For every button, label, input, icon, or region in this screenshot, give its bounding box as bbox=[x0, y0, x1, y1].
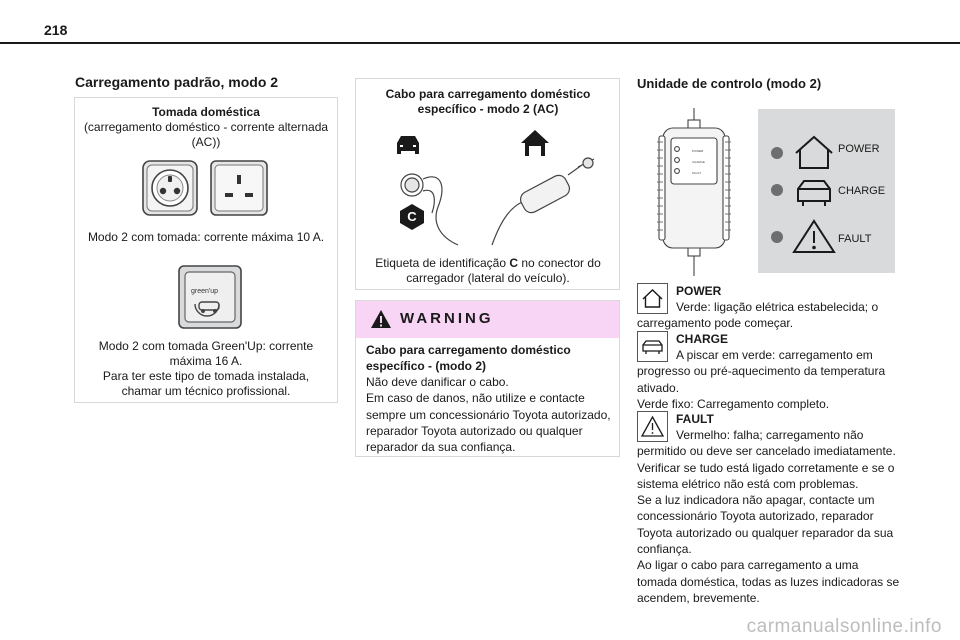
panel-charge-label: CHARGE bbox=[838, 185, 886, 197]
french-socket-icon bbox=[143, 161, 197, 215]
warning-text: Não deve danificar o cabo. Em caso de danos, não utilize e contacte sempre um concessionário Toyota autorizado, reparador Toyota autorizado ou qualquer reparador da sua confiança. bbox=[366, 375, 611, 455]
control-unit-device bbox=[655, 108, 733, 276]
section-title: Carregamento padrão, modo 2 bbox=[75, 74, 279, 90]
charge-text: A piscar em verde: carregamento em progresso ou pré-aquecimento da temperatura ativado. Verde fixo: Carregamento completo. bbox=[637, 348, 886, 411]
household-sockets-image bbox=[141, 159, 271, 217]
panel-power-label: POWER bbox=[838, 143, 880, 155]
warning-header bbox=[356, 301, 619, 338]
page-number: 218 bbox=[44, 22, 68, 38]
greenup-label: green'up bbox=[191, 288, 219, 295]
house-icon bbox=[520, 129, 550, 157]
household-socket-box bbox=[74, 97, 338, 403]
charge-title: CHARGE bbox=[676, 332, 729, 346]
warning-box bbox=[355, 300, 620, 457]
fault-text: Vermelho: falha; carregamento não permitido ou deve ser cancelado imediatamente. Verificar se tudo está ligado corretamente e se o sistema elétrico não está com problemas. Se a luz indicadora não apagar, contacte um concessionário Toyota autorizado, reparador Toyota autorizado ou qualquer reparador da sua confiança. Ao ligar o cabo para carregamento a uma tomada doméstica, todas as luzes indicadoras se acendem, brevemente. bbox=[637, 428, 900, 605]
power-text: Verde: ligação elétrica estabelecida; o carregamento pode começar. bbox=[637, 300, 879, 331]
fault-warning-icon bbox=[794, 221, 834, 252]
indicator-panel bbox=[758, 109, 895, 273]
cable-caption bbox=[366, 256, 610, 286]
greenup-caption: Modo 2 com tomada Green'Up: corrente máxima 16 A. bbox=[98, 339, 314, 368]
cable-caption-pre: Etiqueta de identificação bbox=[375, 256, 510, 270]
cable-caption-post: no conector do carregador (lateral do veículo). bbox=[406, 256, 601, 285]
socket-box-subtitle: (carregamento doméstico - corrente alternada (AC)) bbox=[83, 120, 329, 149]
power-title: POWER bbox=[676, 284, 722, 298]
warning-subtitle: Cabo para carregamento doméstico específico - (modo 2) bbox=[366, 343, 571, 374]
unit-power-label: POWER bbox=[692, 149, 704, 153]
uk-socket-icon bbox=[211, 161, 267, 215]
unit-charge-label: CHARGE bbox=[692, 160, 705, 164]
socket-box-title: Tomada doméstica bbox=[152, 105, 260, 119]
power-house-icon bbox=[796, 137, 832, 168]
charging-cable-illustration bbox=[382, 157, 602, 247]
header-rule bbox=[0, 42, 960, 44]
specific-cable-box bbox=[355, 78, 620, 290]
warning-title: WARNING bbox=[400, 310, 494, 327]
cable-caption-c: C bbox=[509, 256, 519, 270]
unit-fault-label: FAULT bbox=[692, 171, 702, 175]
cable-box-title: Cabo para carregamento doméstico específico - modo 2 (AC) bbox=[385, 87, 591, 116]
charge-car-icon bbox=[798, 181, 830, 206]
socket-caption-10a: Modo 2 com tomada: corrente máxima 10 A. bbox=[87, 230, 325, 244]
panel-fault-label: FAULT bbox=[838, 233, 872, 245]
greenup-install-note: Para ter este tipo de tomada instalada, chamar um técnico profissional. bbox=[102, 369, 310, 398]
c-badge-letter: C bbox=[407, 209, 417, 224]
car-icon bbox=[394, 133, 422, 155]
footer-watermark: carmanualsonline.info bbox=[746, 616, 942, 637]
warning-triangle-icon bbox=[370, 309, 392, 329]
greenup-socket-image bbox=[177, 264, 243, 330]
fault-title: FAULT bbox=[676, 412, 714, 426]
control-unit-title: Unidade de controlo (modo 2) bbox=[637, 76, 822, 91]
